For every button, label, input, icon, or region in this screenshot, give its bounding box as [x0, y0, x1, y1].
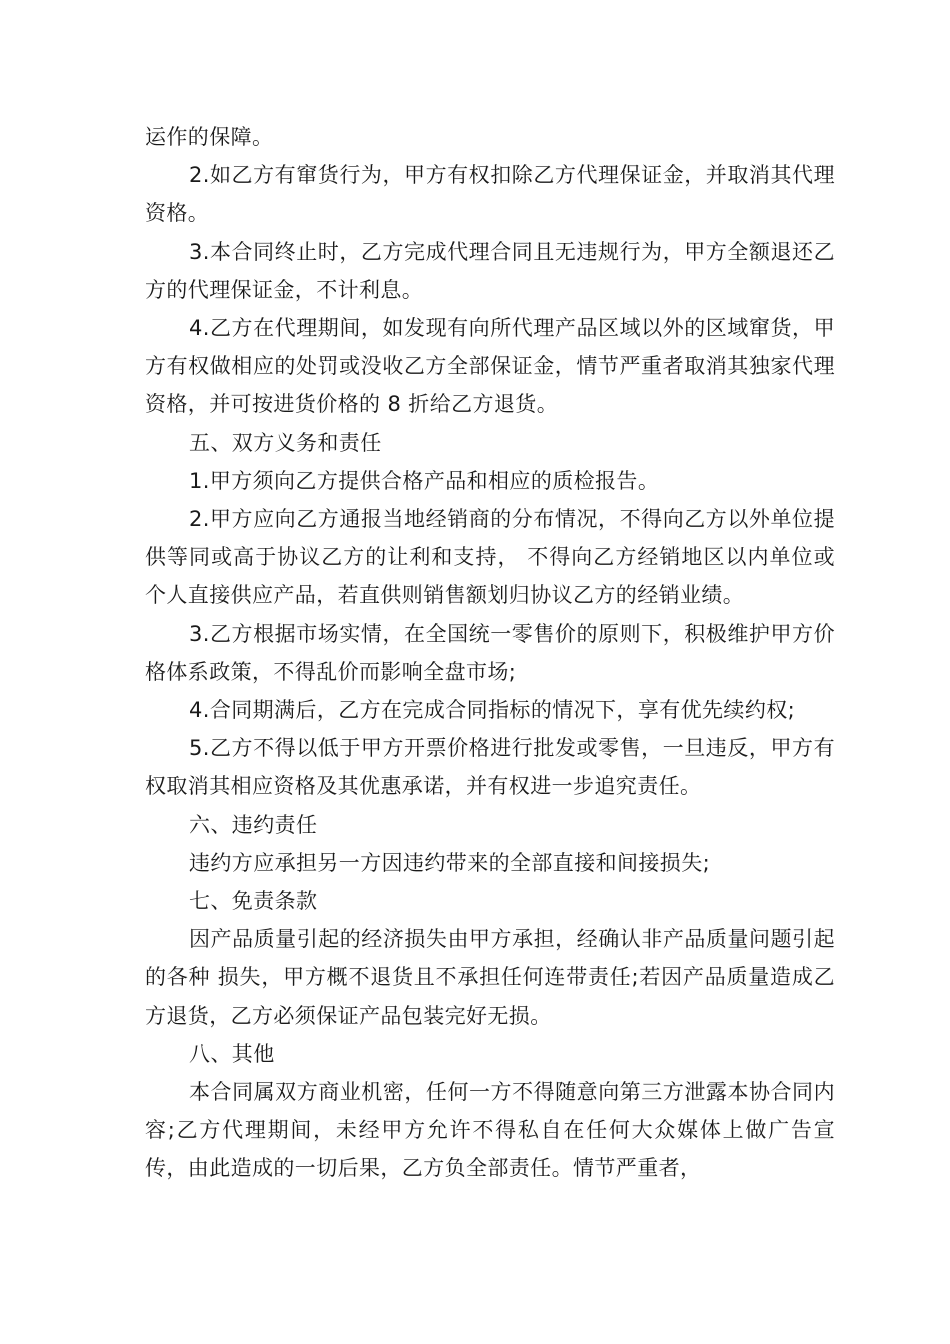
- section-heading-6: 六、违约责任: [189, 812, 318, 837]
- clause-6-body: 违约方应承担另一方因违约带来的全部直接和间接损失;: [189, 850, 711, 875]
- clause-5-3: 3.乙方根据市场实情，在全国统一零售价的原则下，积极维护甲方价格体系政策，不得乱价而影响全盘市场;: [145, 621, 835, 684]
- paragraph-continuation: 运作的保障。: [145, 125, 274, 149]
- clause-5-1: 1.甲方须向乙方提供合格产品和相应的质检报告。: [189, 468, 660, 493]
- section-heading-5: 五、双方义务和责任: [189, 430, 382, 455]
- section-heading-8: 八、其他: [189, 1041, 275, 1066]
- clause-5-5: 5.乙方不得以低于甲方开票价格进行批发或零售，一旦违反，甲方有权取消其相应资格及其优惠承诺，并有权进一步追究责任。: [145, 736, 835, 799]
- section-heading-7: 七、免责条款: [189, 889, 318, 914]
- clause-7-body: 因产品质量引起的经济损失由甲方承担，经确认非产品质量问题引起的各种 损失，甲方概不退货且不承担任何连带责任;若因产品质量造成乙方退货，乙方必须保证产品包装完好无损。: [145, 927, 835, 1028]
- document-body: [145, 118, 835, 1188]
- clause-8-body: 本合同属双方商业机密，任何一方不得随意向第三方泄露本协合同内容;乙方代理期间，未经甲方允许不得私自在任何大众媒体上做广告宣传，由此造成的一切后果，乙方负全部责任。情节严重者，: [145, 1080, 835, 1181]
- clause-4-3: 3.本合同终止时，乙方完成代理合同且无违规行为，甲方全额退还乙方的代理保证金，不计利息。: [145, 239, 835, 302]
- clause-4-4: 4.乙方在代理期间，如发现有向所代理产品区域以外的区域窜货，甲方有权做相应的处罚或没收乙方全部保证金，情节严重者取消其独家代理资格，并可按进货价格的 8 折给乙方退货。: [145, 316, 835, 417]
- clause-5-4: 4.合同期满后，乙方在完成合同指标的情况下，享有优先续约权;: [189, 698, 796, 723]
- clause-5-2: 2.甲方应向乙方通报当地经销商的分布情况，不得向乙方以外单位提供等同或高于协议乙方的让利和支持， 不得向乙方经销地区以内单位或个人直接供应产品，若直供则销售额划归协议乙方的经销业绩。: [145, 507, 835, 608]
- clause-4-2: 2.如乙方有窜货行为，甲方有权扣除乙方代理保证金，并取消其代理资格。: [145, 163, 835, 226]
